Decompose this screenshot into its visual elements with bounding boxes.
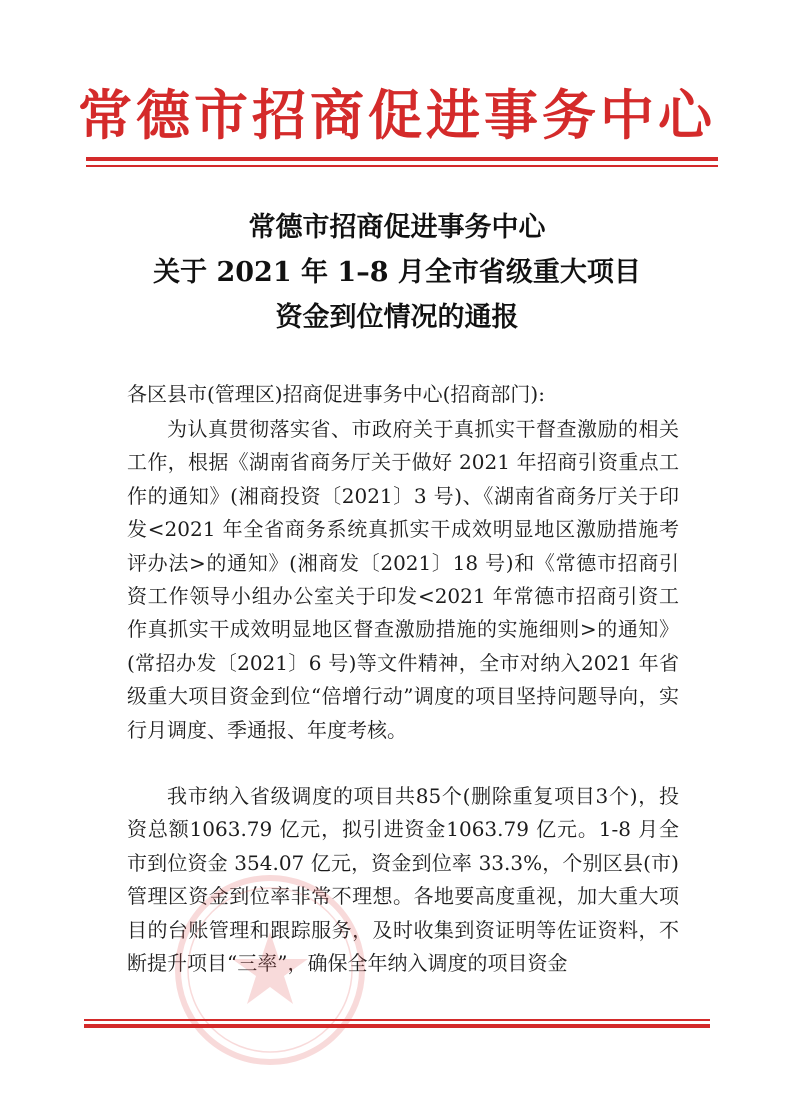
footer-rule-thick (84, 1024, 710, 1028)
footer-rule-thin (84, 1019, 710, 1021)
letterhead-rule-thin (86, 165, 718, 167)
letterhead-rule-thick (86, 157, 718, 161)
salutation: 各区县市(管理区)招商促进事务中心(招商部门): (127, 382, 545, 406)
body-paragraph-2: 我市纳入省级调度的项目共85个(删除重复项目3个)，投资总额1063.79 亿元，拟引进资金1063.79 亿元。1-8 月全市到位资金 354.07 亿元，资金到位率 33.3%，个别区县(市)管理区资金到位率非常不理想。各地要高度重视，加大重大项目的台账管理和跟踪服务，及时收集到资证明等佐证资料，不断提升项目“三率”，确保全年纳入调度的项目资金 (127, 784, 679, 976)
body-paragraph-1: 为认真贯彻落实省、市政府关于真抓实干督查激励的相关工作，根据《湖南省商务厅关于做好 2021 年招商引资重点工作的通知》(湘商投资〔2021〕3 号)、《湖南省商务厅关于印发<2021 年全省商务系统真抓实干成效明显地区激励措施考评办法>的通知》(湘商发〔2021〕18 号)和《常德市招商引资工作领导小组办公室关于印发<2021 年常德市招商引资工作真抓实干成效明显地区督查激励措施的实施细则>的通知》(常招办发〔2021〕6 号)等文件精神，全市对纳入2021 年省级重大项目资金到位“倍增行动”调度的项目坚持问题导向，实行月调度、季通报、年度考核。 (127, 417, 679, 742)
document-title-line-2: 关于 2021 年 1–8 月全市省级重大项目 (153, 257, 641, 288)
document-title-line-1: 常德市招商促进事务中心 (248, 212, 546, 243)
document-title-line-3: 资金到位情况的通报 (275, 302, 519, 333)
letterhead-title: 常德市招商促进事务中心 (78, 83, 716, 147)
